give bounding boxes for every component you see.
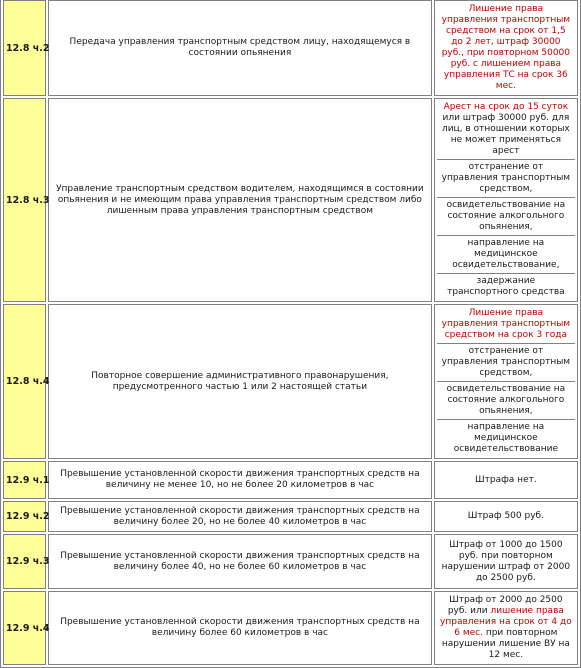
penalty-item	[437, 2, 575, 94]
penalty-cell	[434, 501, 578, 532]
penalty-text: Штрафа нет.	[475, 474, 537, 485]
penalty-cell	[434, 304, 578, 459]
penalty-text: отстранение от управления транспортным средством,	[441, 346, 571, 378]
penalty-text: задержание транспортного средства	[447, 276, 565, 297]
penalty-text: освидетельствование на состояние алкогольного опьянения,	[446, 200, 566, 232]
penalty-text: Штраф 500 руб.	[467, 511, 544, 521]
penalty-item	[437, 473, 575, 488]
penalty-cell	[434, 0, 578, 96]
penalty-item	[437, 509, 575, 524]
article-code-cell: 12.9 ч.4	[3, 591, 46, 665]
penalty-text: при повторном нарушении лишение ВУ на 12 мес.	[441, 628, 570, 660]
penalty-item	[437, 306, 575, 343]
penalty-text: Штраф от 2000 до 2500 руб. или	[447, 595, 563, 616]
violation-description-cell: Управление транспортным средством водителем, находящимся в состоянии опьянения и не имеющим права управления транспортным средством либо лишенным права управления транспортным средством	[48, 98, 432, 302]
penalty-text: направление на медицинское освидетельствование,	[452, 238, 560, 270]
penalty-item	[437, 419, 575, 457]
table-row	[3, 98, 578, 302]
penalty-item	[437, 235, 575, 273]
article-code-cell: 12.9 ч.2	[3, 501, 46, 532]
penalty-text: направление на медицинское освидетельствование	[453, 422, 559, 454]
table-row	[3, 591, 578, 665]
penalty-item	[437, 273, 575, 300]
penalty-highlight-text: Лишение права управления транспортным средством на срок 3 года	[441, 308, 571, 340]
penalty-text: отстранение от управления транспортным средством,	[441, 162, 571, 194]
article-code-cell: 12.8 ч.4	[3, 304, 46, 459]
penalty-cell	[434, 98, 578, 302]
violation-description-cell: Превышение установленной скорости движения транспортных средств на величину более 40, но не более 60 километров в час	[48, 534, 432, 589]
violation-description-cell: Повторное совершение административного правонарушения, предусмотренного частью 1 или 2 настоящей статьи	[48, 304, 432, 459]
penalty-item	[437, 197, 575, 235]
table-row	[3, 461, 578, 499]
penalty-cell	[434, 534, 578, 589]
penalty-item	[437, 343, 575, 381]
penalty-highlight-text: Арест на срок до 15 суток	[443, 102, 569, 112]
table-row	[3, 501, 578, 532]
penalty-text: Штраф от 1000 до 1500 руб. при повторном нарушении штраф от 2000 до 2500 руб.	[441, 539, 571, 583]
article-code-cell: 12.8 ч.3	[3, 98, 46, 302]
article-code-cell: 12.8 ч.2	[3, 0, 46, 96]
violation-description-cell: Превышение установленной скорости движения транспортных средств на величину более 60 километров в час	[48, 591, 432, 665]
penalty-item	[437, 159, 575, 197]
penalty-highlight-text: Лишение права управления транспортным средством на срок от 1,5 до 2 лет, штраф 30000 руб., при повторном 50000 руб. с лишением права управления ТС на срок 36 мес.	[441, 4, 571, 91]
table-row	[3, 0, 578, 96]
article-code-cell: 12.9 ч.3	[3, 534, 46, 589]
penalty-cell	[434, 461, 578, 499]
penalty-highlight-text: лишение права управления на срок от 4 до 6 мес.	[440, 606, 572, 638]
penalty-item	[437, 100, 575, 159]
fines-table-body	[3, 0, 578, 665]
violation-description-cell: Передача управления транспортным средством лицу, находящемуся в состоянии опьянения	[48, 0, 432, 96]
violation-description-cell: Превышение установленной скорости движения транспортных средств на величину более 20, но не более 40 километров в час	[48, 501, 432, 532]
penalty-item	[437, 381, 575, 419]
table-row	[3, 534, 578, 589]
penalty-item	[437, 538, 575, 586]
table-row	[3, 304, 578, 459]
article-code-cell: 12.9 ч.1	[3, 461, 46, 499]
penalty-cell	[434, 591, 578, 665]
penalty-text: освидетельствование на состояние алкогольного опьянения,	[446, 384, 566, 416]
penalty-text: или штраф 30000 руб. для лиц, в отношении которых не может применяться арест	[441, 113, 570, 156]
violation-description-cell: Превышение установленной скорости движения транспортных средств на величину не менее 10, но не более 20 километров в час	[48, 461, 432, 499]
